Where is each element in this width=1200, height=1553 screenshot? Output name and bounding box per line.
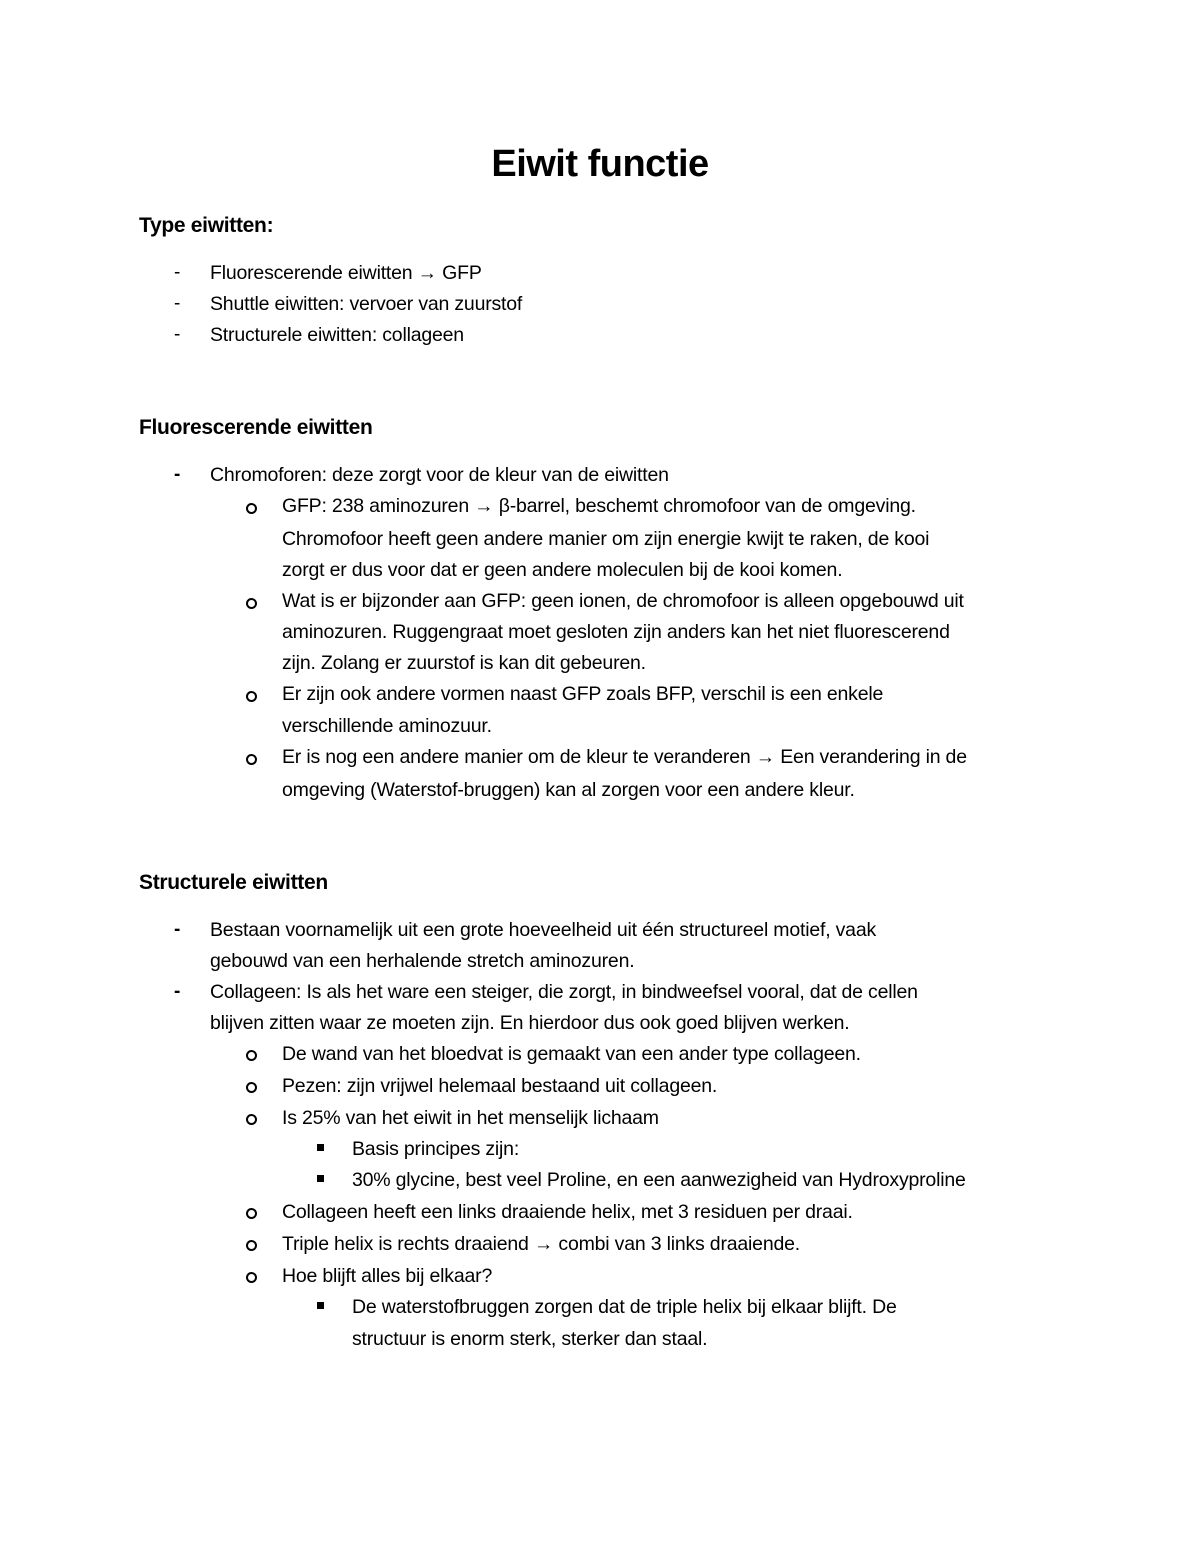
square-bullet-icon [317,1175,324,1182]
dash-bullet: - [174,981,181,1002]
section-heading-fluorescerende-eiwitten: Fluorescerende eiwitten [139,416,373,439]
page-title: Eiwit functie [491,143,709,185]
list-item: Chromoforen: deze zorgt voor de kleur van de eiwitten [210,464,669,486]
circle-bullet-icon [246,754,257,765]
dash-bullet: - [174,262,181,283]
sub-list-item-line: omgeving (Waterstof-bruggen) kan al zorgen voor een andere kleur. [282,779,855,801]
sub-list-item: Collageen heeft een links draaiende helix, met 3 residuen per draai. [282,1201,853,1223]
circle-bullet-icon [246,691,257,702]
sub-list-item: Is 25% van het eiwit in het menselijk lichaam [282,1107,659,1129]
section-heading-type-eiwitten: Type eiwitten: [139,214,274,237]
list-item-line: Collageen: Is als het ware een steiger, die zorgt, in bindweefsel vooral, dat de cellen [210,981,918,1003]
square-bullet-icon [317,1302,324,1309]
sub-list-item: Triple helix is rechts draaiend → combi van 3 links draaiende. [282,1233,800,1255]
sub-list-item: De wand van het bloedvat is gemaakt van een ander type collageen. [282,1043,861,1065]
sub-list-item-line: Chromofoor heeft geen andere manier om zijn energie kwijt te raken, de kooi [282,528,930,550]
sub-list-item-line: GFP: 238 aminozuren → β-barrel, beschemt chromofoor van de omgeving. [282,495,916,517]
sub-list-item: Hoe blijft alles bij elkaar? [282,1265,493,1287]
sub-sub-list-item-line: De waterstofbruggen zorgen dat de triple helix bij elkaar blijft. De [352,1296,897,1318]
circle-bullet-icon [246,1208,257,1219]
sub-list-item-line: Er is nog een andere manier om de kleur te veranderen → Een verandering in de [282,746,967,768]
list-item: Fluorescerende eiwitten → GFP [210,262,482,284]
sub-list-item-line: zijn. Zolang er zuurstof is kan dit gebeuren. [282,652,646,674]
circle-bullet-icon [246,1082,257,1093]
sub-list-item-line: Er zijn ook andere vormen naast GFP zoals BFP, verschil is een enkele [282,683,884,705]
sub-sub-list-item-line: structuur is enorm sterk, sterker dan staal. [352,1328,708,1350]
dash-bullet: - [174,293,181,314]
dash-bullet: - [174,324,181,345]
dash-bullet: - [174,919,181,940]
list-item-line: gebouwd van een herhalende stretch aminozuren. [210,950,635,972]
section-heading-structurele-eiwitten: Structurele eiwitten [139,871,328,894]
square-bullet-icon [317,1144,324,1151]
sub-sub-list-item: Basis principes zijn: [352,1138,520,1160]
sub-list-item-line: Wat is er bijzonder aan GFP: geen ionen, de chromofoor is alleen opgebouwd uit [282,590,964,612]
list-item-line: blijven zitten waar ze moeten zijn. En hierdoor dus ook goed blijven werken. [210,1012,850,1034]
list-item: Structurele eiwitten: collageen [210,324,464,346]
list-item-line: Bestaan voornamelijk uit een grote hoeveelheid uit één structureel motief, vaak [210,919,877,941]
circle-bullet-icon [246,1050,257,1061]
circle-bullet-icon [246,598,257,609]
sub-list-item-line: verschillende aminozuur. [282,715,492,737]
circle-bullet-icon [246,1240,257,1251]
dash-bullet: - [174,464,181,485]
list-item: Shuttle eiwitten: vervoer van zuurstof [210,293,523,315]
circle-bullet-icon [246,503,257,514]
sub-list-item-line: aminozuren. Ruggengraat moet gesloten zijn anders kan het niet fluorescerend [282,621,950,643]
sub-list-item-line: zorgt er dus voor dat er geen andere moleculen bij de kooi komen. [282,559,843,581]
sub-sub-list-item: 30% glycine, best veel Proline, en een aanwezigheid van Hydroxyproline [352,1169,966,1191]
circle-bullet-icon [246,1114,257,1125]
circle-bullet-icon [246,1272,257,1283]
sub-list-item: Pezen: zijn vrijwel helemaal bestaand uit collageen. [282,1075,718,1097]
